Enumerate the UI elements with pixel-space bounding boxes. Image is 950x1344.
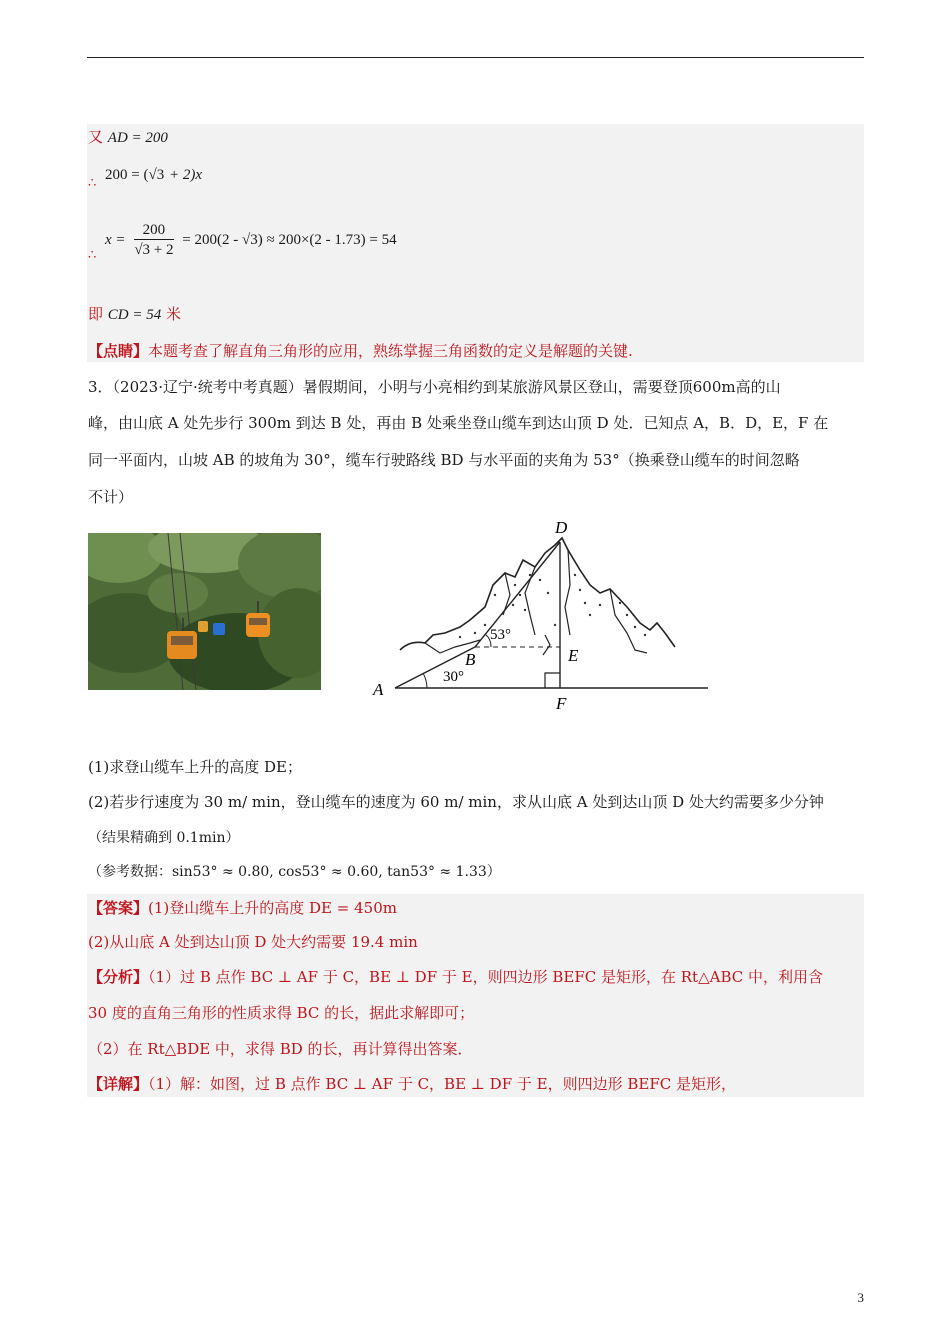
solution-line-1: 又 AD = 200 <box>88 128 168 146</box>
page-number: 3 <box>857 1290 864 1305</box>
label-D: D <box>555 518 568 537</box>
label-E: E <box>568 646 579 665</box>
question-2-precision: （结果精确到 0.1min） <box>88 830 240 846</box>
question-2: (2)若步行速度为 30 m/ min，登山缆车的速度为 60 m/ min，求从山底 A 处到达山顶 D 处大约需要多少分钟 <box>88 793 824 811</box>
answer-line-2: (2)从山底 A 处到达山顶 D 处大约需要 19.4 min <box>88 933 418 951</box>
detail-line-1: 【详解】（1）解：如图，过 B 点作 BC ⊥ AF 于 C，BE ⊥ DF 于 E，则四边形 BEFC 是矩形， <box>88 1075 736 1093</box>
note-line: 【点睛】本题考查了解直角三角形的应用，熟练掌握三角函数的定义是解题的关键. <box>88 342 633 360</box>
analysis-line-2: 30 度的直角三角形的性质求得 BC 的长，据此求解即可； <box>88 1004 475 1022</box>
analysis-line-3: （2）在 Rt△BDE 中，求得 BD 的长，再计算得出答案． <box>88 1040 473 1058</box>
label-B: B <box>465 650 476 669</box>
therefore-symbol-2: ∴ <box>88 248 97 263</box>
cable-car-photo-graphic <box>88 533 321 690</box>
mountain-diagram-graphic <box>365 515 725 715</box>
solution-line-2: 200 = (√3 + 2)x <box>105 167 203 183</box>
problem-line-1: 3．（2023·辽宁·统考中考真题）暑假期间，小明与小亮相约到某旅游风景区登山，需要登顶600m高的山 <box>88 378 781 396</box>
angle-30-label: 30° <box>443 669 464 685</box>
label-F: F <box>556 694 567 713</box>
question-1: (1)求登山缆车上升的高度 DE； <box>88 758 302 776</box>
therefore-symbol-1: ∴ <box>88 176 97 191</box>
problem-line-4: 不计） <box>88 488 134 506</box>
cable-car-photo <box>88 533 321 690</box>
problem-line-2: 峰，由山底 A 处先步行 300m 到达 B 处，再由 B 处乘坐登山缆车到达山顶 D 处．已知点 A，B．D，E，F 在 <box>88 414 829 432</box>
answer-block <box>87 894 864 1097</box>
angle-53-label: 53° <box>490 627 511 643</box>
problem-line-3: 同一平面内，山坡 AB 的坡角为 30°，缆车行驶路线 BD 与水平面的夹角为 53°（换乘登山缆车的时间忽略 <box>88 451 800 469</box>
fraction: $\frac{200}{√3 + 2}$ <box>134 221 174 258</box>
header-rule <box>87 57 864 58</box>
solution-line-3: x = $\frac{200}{√3 + 2}$ = 200(2 - √3) ≈ 200×(2 - 1.73) = 54 <box>105 221 397 258</box>
analysis-line-1: 【分析】（1）过 B 点作 BC ⊥ AF 于 C，BE ⊥ DF 于 E，则四边形 BEFC 是矩形，在 Rt△ABC 中，利用含 <box>88 968 823 986</box>
answer-line-1: 【答案】(1)登山缆车上升的高度 DE = 450m <box>88 899 397 917</box>
mountain-diagram <box>365 515 725 719</box>
reference-data: （参考数据：sin53° ≈ 0.80, cos53° ≈ 0.60, tan53° ≈ 1.33） <box>88 864 501 880</box>
label-A: A <box>373 680 384 699</box>
solution-line-4: 即 CD = 54 米 <box>88 305 182 323</box>
